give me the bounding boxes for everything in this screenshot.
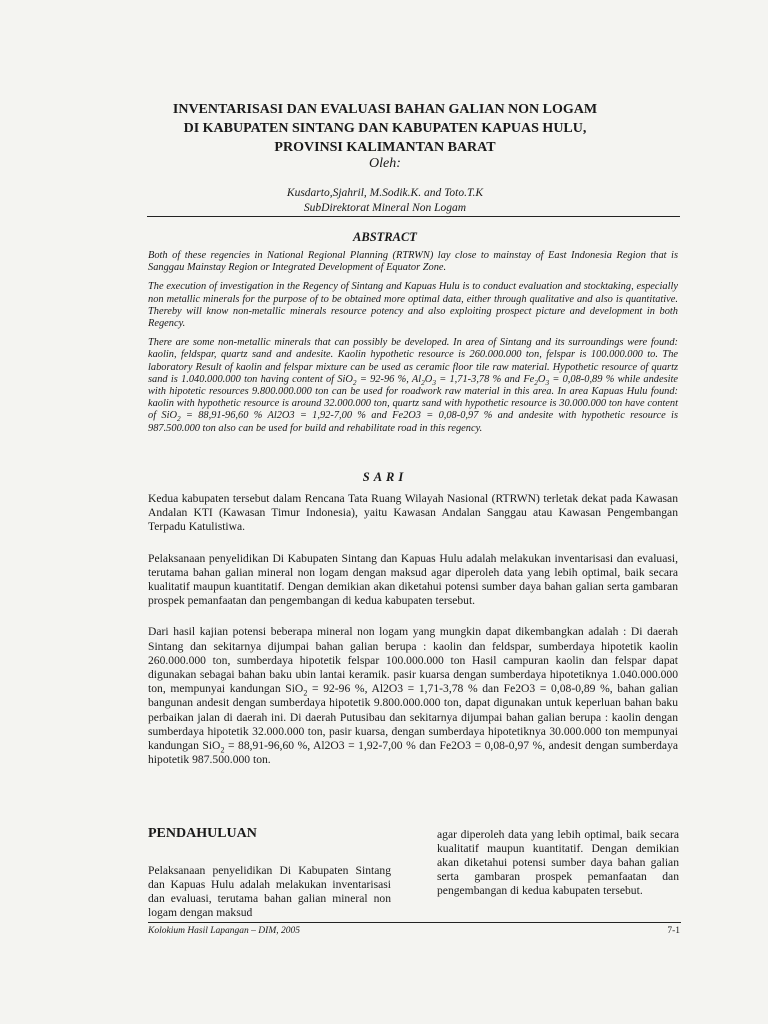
section-heading-pendahuluan: PENDAHULUAN <box>148 826 257 841</box>
title-line-1: INVENTARISASI DAN EVALUASI BAHAN GALIAN NON LOGAM <box>172 102 598 117</box>
pendahuluan-right-text: agar diperoleh data yang lebih optimal, baik secara kualitatif maupun kuantitatif. Dengan demikian akan diketahui potensi sumber daya bahan galian serta gambaran prospek pemanfaatan dan pengembangan di kedua kabupaten tersebut. <box>437 828 679 897</box>
byline: Oleh: <box>369 156 401 171</box>
title-line-2: DI KABUPATEN SINTANG DAN KABUPATEN KAPUAS HULU, <box>183 121 587 136</box>
abstract-body <box>148 250 678 442</box>
abstract-paragraph-1: Both of these regencies in National Regional Planning (RTRWN) lay close to mainstay of East Indonesia Region that is Sanggau Mainstay Region or Integrated Development of Equator Zone. <box>148 250 678 274</box>
sari-paragraph-3: Dari hasil kajian potensi beberapa mineral non logam yang mungkin dapat dikembangkan adalah : Di daerah Sintang dan sekitarnya dijumpai bahan galian berupa : kaolin dan feldspar, sumberdaya hipotetik kaolin 260.000.000 ton, sumberdaya hipotetik felspar 100.000.000 ton Hasil campuran kaolin dan felspar dapat digunakan sebagai bahan baku ubin lantai keramik. pasir kuarsa dengan sumberdaya hipotetiknya 1.040.000.000 ton, mempunyai kandungan SiO$_2$ = 92-96 %, Al2O3 = 1,71-3,78 % dan Fe2O3 = 0,08-0,89 %, bahan galian bangunan andesit dengan sumberdaya hipotetik 9.800.000.000 ton, dapat digunakan untuk keperluan bahan baku perbaikan jalan di daerah ini. Di daerah Putusibau dan sekitarnya dijumpai bahan galian berupa : kaolin dengan sumberdaya hipotetik 32.000.000 ton, pasir kuarsa, dengan sumberdaya hipotetiknya 30.000.000 ton mempunyai kandungan SiO$_2$ = 88,91-96,60 %, Al2O3 = 1,92-7,00 % dan Fe2O3 = 0,08-0,97 %, andesit dengan sumberdaya hipotetik 987.500.000 ton. <box>148 625 679 767</box>
affiliation: SubDirektorat Mineral Non Logam <box>303 202 467 214</box>
abstract-paragraph-2: The execution of investigation in the Regency of Sintang and Kapuas Hulu is to conduct evaluation and stocktaking, especially non metallic minerals for the purpose of to be obtained more optimal data, either through qualitative and also is quantitative. Thereby will know non-metallic minerals resource potency and also exploiting prospect picture and development in both Regency. <box>148 281 678 330</box>
paper-title <box>90 100 680 157</box>
left-column <box>148 826 391 920</box>
footer-divider <box>148 922 681 923</box>
pendahuluan-left-text: Pelaksanaan penyelidikan Di Kabupaten Sintang dan Kapuas Hulu adalah melakukan inventarisasi dan evaluasi, terutama bahan galian mineral non logam dengan maksud <box>148 864 391 919</box>
top-divider <box>147 216 680 217</box>
abstract-paragraph-3: There are some non-metallic minerals that can possibly be developed. In area of Sintang and its surroundings were found: kaolin, feldspar, quartz sand and andesite. Kaolin hypothetic resource is 260.000.000 ton, felspar is 100.000.000 to. The laboratory Result of kaolin and felspar mixture can be used as ceramic floor tile raw material. Hypothetic resource of quartz sand is 1.040.000.000 ton having content of SiO$_2$ = 92-96 %, $Al_2O_3 = 1,71-3,78$ % and $Fe_2O_3 = 0,08-0,89$ % while andesite with hipotetic resources 9.800.000.000 ton can be used for roadwork raw material in this area. In area Kapuas Hulu found: kaolin with hypothetic resource is around 32.000.000 ton, quartz sand with hypothetic resource is 30.000.000 ton have content of SiO$_2$ = 88,91-96,60 % Al2O3 = 1,92-7,00 % and Fe2O3 = 0,08-0,97 % and andesite with hypothetic resource is 987.500.000 ton also can be used for build and rehabilitate road in this regency. <box>148 337 678 434</box>
author-block <box>90 186 680 216</box>
sari-heading: SARI <box>362 470 408 484</box>
sari-paragraph-2: Pelaksanaan penyelidikan Di Kabupaten Sintang dan Kapuas Hulu adalah melakukan inventarisasi dan evaluasi, terutama bahan galian mineral non logam dengan maksud agar diperoleh data yang lebih optimal, baik secara kualitatif maupun kuantitatif. Dengan demikian akan diketahui potensi sumber daya bahan galian serta gambaran prospek pemanfaatan dan pengembangan di kedua kabupaten tersebut. <box>148 551 678 608</box>
footer-journal: Kolokium Hasil Lapangan – DIM, 2005 <box>148 926 300 936</box>
abstract-heading: ABSTRACT <box>353 230 417 244</box>
title-line-3: PROVINSI KALIMANTAN BARAT <box>274 140 496 155</box>
authors: Kusdarto,Sjahril, M.Sodik.K. and Toto.T.K <box>286 187 484 199</box>
page-number: 7-1 <box>667 926 680 936</box>
sari-paragraph-1: Kedua kabupaten tersebut dalam Rencana Tata Ruang Wilayah Nasional (RTRWN) terletak dekat pada Kawasan Andalan KTI (Kawasan Timur Indonesia), yaitu Kawasan Andalan Sanggau atau Kawasan Pengembangan Terpadu Katulistiwa. <box>148 492 678 534</box>
right-column <box>437 828 679 898</box>
sari-body <box>148 492 678 784</box>
